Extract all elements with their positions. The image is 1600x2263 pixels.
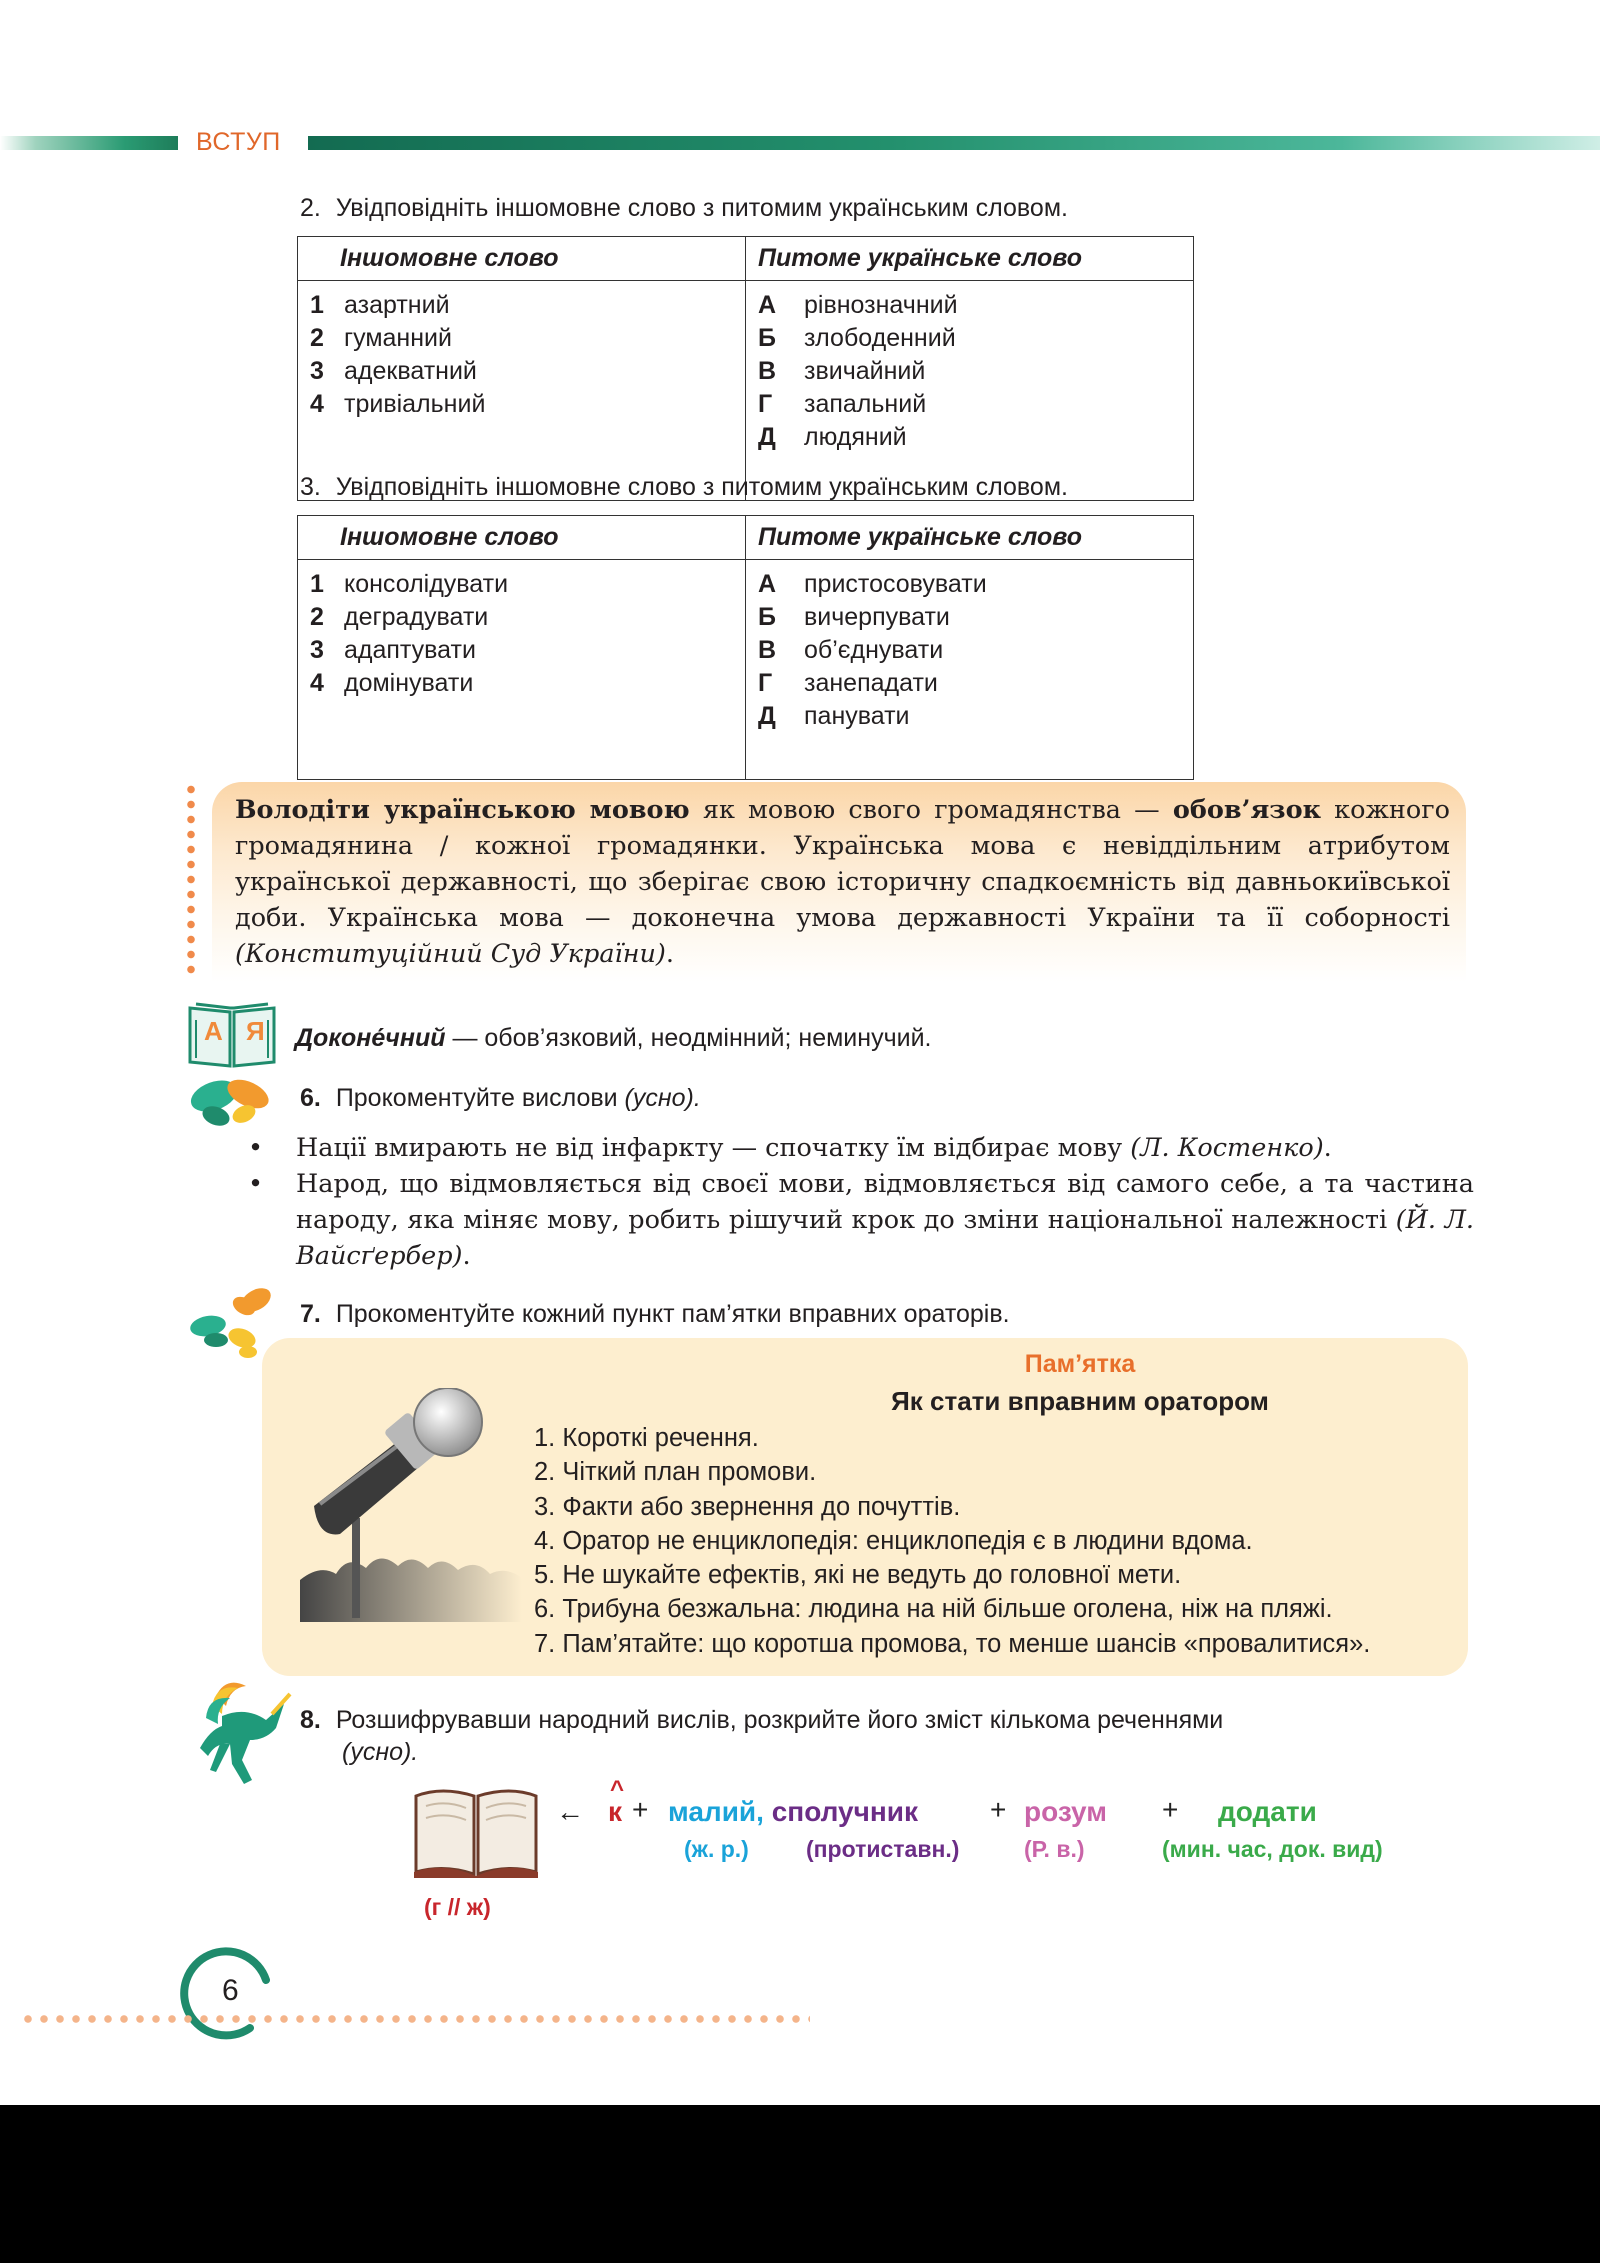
row-word: пристосовувати xyxy=(804,570,987,598)
cipher-word-2: розум xyxy=(1024,1796,1107,1827)
definition xyxy=(295,1024,931,1053)
task-3 xyxy=(300,471,1068,503)
cipher-word-3: додати xyxy=(1218,1796,1317,1827)
table-header-foreign: Іншомовне слово xyxy=(298,516,746,560)
row-word: злободенний xyxy=(804,324,956,352)
memo-list xyxy=(534,1421,1370,1661)
task-note: (усно). xyxy=(624,1084,701,1112)
page-number: 6 xyxy=(222,1974,239,2007)
memo-title: Пам’ятка xyxy=(1024,1350,1136,1378)
task-7 xyxy=(300,1298,1010,1330)
definition-text: — обов’язковий, неодмінний; неминучий. xyxy=(445,1024,932,1052)
row-key: 1 xyxy=(310,291,324,319)
dotted-footer-line xyxy=(20,2013,810,2025)
cipher-note-3: (Р. в.) xyxy=(1024,1836,1085,1862)
memo-item: 3. Факти або звернення до почуттів. xyxy=(534,1492,961,1521)
table-row xyxy=(310,355,745,388)
row-key: Д xyxy=(758,702,776,730)
row-key: 3 xyxy=(310,357,324,385)
list-item: • Нації вмирають не від інфаркту — спочатку їм відбирає мову (Л. Костенко). xyxy=(248,1133,1332,1163)
task-number: 6. xyxy=(300,1084,321,1112)
list-item: • Народ, що відмовляється від своєї мови, відмовляється від самого себе, а та частина народу, яка міняє мову, робить рішучий крок до зміни національної належності (Й. Л. Вайсґербер). xyxy=(248,1169,1474,1271)
row-word: рівнозначний xyxy=(804,291,958,319)
row-key: 4 xyxy=(310,669,324,697)
quote-text xyxy=(235,792,1450,972)
table-header-native: Питоме українське слово xyxy=(746,516,1194,560)
task-number: 3. xyxy=(300,473,321,501)
table-row xyxy=(758,700,1193,733)
cipher-k: к xyxy=(608,1796,623,1827)
quote-bold-1: Володіти українською мовою xyxy=(235,795,690,825)
dotted-line-decoration xyxy=(186,782,196,977)
match-table-2 xyxy=(297,236,1194,501)
task-number: 2. xyxy=(300,194,321,222)
memo-item: 1. Короткі речення. xyxy=(534,1424,759,1452)
row-word: об’єднувати xyxy=(804,636,944,664)
cipher-note-2: (протиставн.) xyxy=(806,1836,960,1862)
task-2 xyxy=(300,192,1068,224)
row-key: Б xyxy=(758,324,776,352)
header-band-left xyxy=(0,136,178,150)
row-word: адаптувати xyxy=(344,636,476,664)
task-text: Увідповідніть іншомовне слово з питомим українським словом. xyxy=(335,194,1068,222)
table-row xyxy=(310,289,745,322)
row-key: В xyxy=(758,357,777,385)
cipher-caret: ^ xyxy=(610,1776,625,1803)
open-book-icon xyxy=(412,1782,540,1878)
table-row xyxy=(758,421,1193,454)
table-row xyxy=(310,322,745,355)
memo-item: 6. Трибуна безжальна: людина на ній більше оголена, ніж на пляжі. xyxy=(534,1595,1333,1624)
row-key: Д xyxy=(758,423,776,451)
table-row xyxy=(310,568,745,601)
cipher-arrow: ← xyxy=(556,1796,584,1827)
memo-item: 4. Оратор не енциклопедія: енциклопедія є в людини вдома. xyxy=(534,1526,1253,1555)
memo-item: 7. Пам’ятайте: що коротша промова, то менше шансів «провалитися». xyxy=(534,1629,1371,1658)
table-row xyxy=(310,601,745,634)
row-word: адекватний xyxy=(344,357,477,385)
task-8 xyxy=(300,1704,1400,1768)
row-word: гуманний xyxy=(344,324,452,352)
table-row xyxy=(758,355,1193,388)
task-number: 7. xyxy=(300,1300,321,1328)
table-row xyxy=(758,388,1193,421)
table-row xyxy=(758,322,1193,355)
table-row xyxy=(310,667,745,700)
memo-subtitle: Як стати вправним оратором xyxy=(891,1386,1269,1416)
task-text: Розшифрувавши народний вислів, розкрийте його зміст кількома реченнями xyxy=(335,1706,1224,1734)
cipher-plus-1: + xyxy=(632,1794,649,1825)
cipher-word-1b: сполучник xyxy=(771,1796,918,1827)
row-word: панувати xyxy=(804,702,910,730)
row-key: А xyxy=(758,570,777,598)
native-words-cell xyxy=(746,560,1194,780)
row-key: 3 xyxy=(310,636,324,664)
task-text: Прокоментуйте вислови xyxy=(335,1084,625,1112)
memo-item: 5. Не шукайте ефектів, які не ведуть до головної мети. xyxy=(534,1561,1182,1590)
header-band-right xyxy=(308,136,1600,150)
row-word: вичерпувати xyxy=(804,603,950,631)
row-word: тривіальний xyxy=(344,390,486,418)
row-key: 4 xyxy=(310,390,324,418)
section-title: ВСТУП xyxy=(196,128,281,156)
book-note: (г // ж) xyxy=(424,1894,491,1920)
task-note: (усно). xyxy=(342,1738,419,1766)
row-key: 2 xyxy=(310,603,324,631)
foreign-words-cell xyxy=(298,281,746,501)
row-key: А xyxy=(758,291,777,319)
quote-source: (Конституційний Суд України) xyxy=(235,939,666,969)
row-key: 1 xyxy=(310,570,324,598)
unicorn-icon xyxy=(186,1676,294,1790)
quote-text-2: кожного громадянина / кожної громадянки. Українська мова є невіддільним атрибутом української державності, що зберігає свою історичну спадкоємність від давньокиївської доби. Українська мова — доконечна умова державності України та її соборності xyxy=(235,795,1450,933)
cipher-word-1a: малий, xyxy=(668,1796,764,1827)
row-word: звичайний xyxy=(804,357,926,385)
row-key: Г xyxy=(758,669,773,697)
cipher-plus-3: + xyxy=(1162,1794,1179,1825)
definition-term: Доконе́чний xyxy=(295,1024,446,1052)
task-text: Увідповідніть іншомовне слово з питомим українським словом. xyxy=(335,473,1068,501)
task-number: 8. xyxy=(300,1706,321,1734)
butterfly-icon xyxy=(186,1076,278,1132)
table-row xyxy=(758,667,1193,700)
quotes-list xyxy=(244,1130,1474,1274)
bullet-end: . xyxy=(462,1241,471,1271)
row-word: азартний xyxy=(344,291,450,319)
task-text: Прокоментуйте кожний пункт пам’ятки вправних ораторів. xyxy=(335,1300,1010,1328)
cipher-word-1 xyxy=(668,1796,918,1828)
bullet-text: Нації вмирають не від інфаркту — спочатку їм відбирає мову xyxy=(296,1133,1131,1163)
dictionary-icon-letters: А Я xyxy=(204,1016,273,1046)
quote-bold-2: обов’язок xyxy=(1172,795,1322,825)
row-word: деградувати xyxy=(344,603,489,631)
cipher-note-1: (ж. р.) xyxy=(684,1836,749,1862)
table-header-foreign: Іншомовне слово xyxy=(298,237,746,281)
row-word: домінувати xyxy=(344,669,474,697)
cipher-plus-2: + xyxy=(990,1794,1007,1825)
native-words-cell xyxy=(746,281,1194,501)
quote-text-1: як мовою свого громадянства — xyxy=(689,795,1173,825)
table-row xyxy=(758,289,1193,322)
row-word: людяний xyxy=(804,423,907,451)
table-row xyxy=(758,601,1193,634)
table-row xyxy=(758,568,1193,601)
table-header-native: Питоме українське слово xyxy=(746,237,1194,281)
table-row xyxy=(310,388,745,421)
quote-end: . xyxy=(665,939,674,969)
row-key: Г xyxy=(758,390,773,418)
row-word: запальний xyxy=(804,390,927,418)
bullet-text: Народ, що відмовляється від своєї мови, відмовляється від самого себе, а та частина народу, яка міняє мову, робить рішучий крок до зміни національної належності xyxy=(296,1169,1474,1235)
row-word: занепадати xyxy=(804,669,938,697)
match-table-3 xyxy=(297,515,1194,780)
bullet-author: (Л. Костенко) xyxy=(1130,1133,1324,1163)
microphone-illustration xyxy=(300,1388,522,1622)
row-key: В xyxy=(758,636,777,664)
row-key: 2 xyxy=(310,324,324,352)
row-key: Б xyxy=(758,603,776,631)
table-row xyxy=(758,634,1193,667)
butterflies-icon xyxy=(186,1282,278,1360)
foreign-words-cell xyxy=(298,560,746,780)
memo-item: 2. Чіткий план промови. xyxy=(534,1458,817,1487)
table-row xyxy=(310,634,745,667)
bullet-end: . xyxy=(1323,1133,1332,1163)
task-6 xyxy=(300,1082,701,1114)
row-word: консолідувати xyxy=(344,570,509,598)
cipher-note-4: (мин. час, док. вид) xyxy=(1162,1836,1383,1862)
bullet-author: (Й. Л. Вайсґербер) xyxy=(296,1205,1474,1271)
